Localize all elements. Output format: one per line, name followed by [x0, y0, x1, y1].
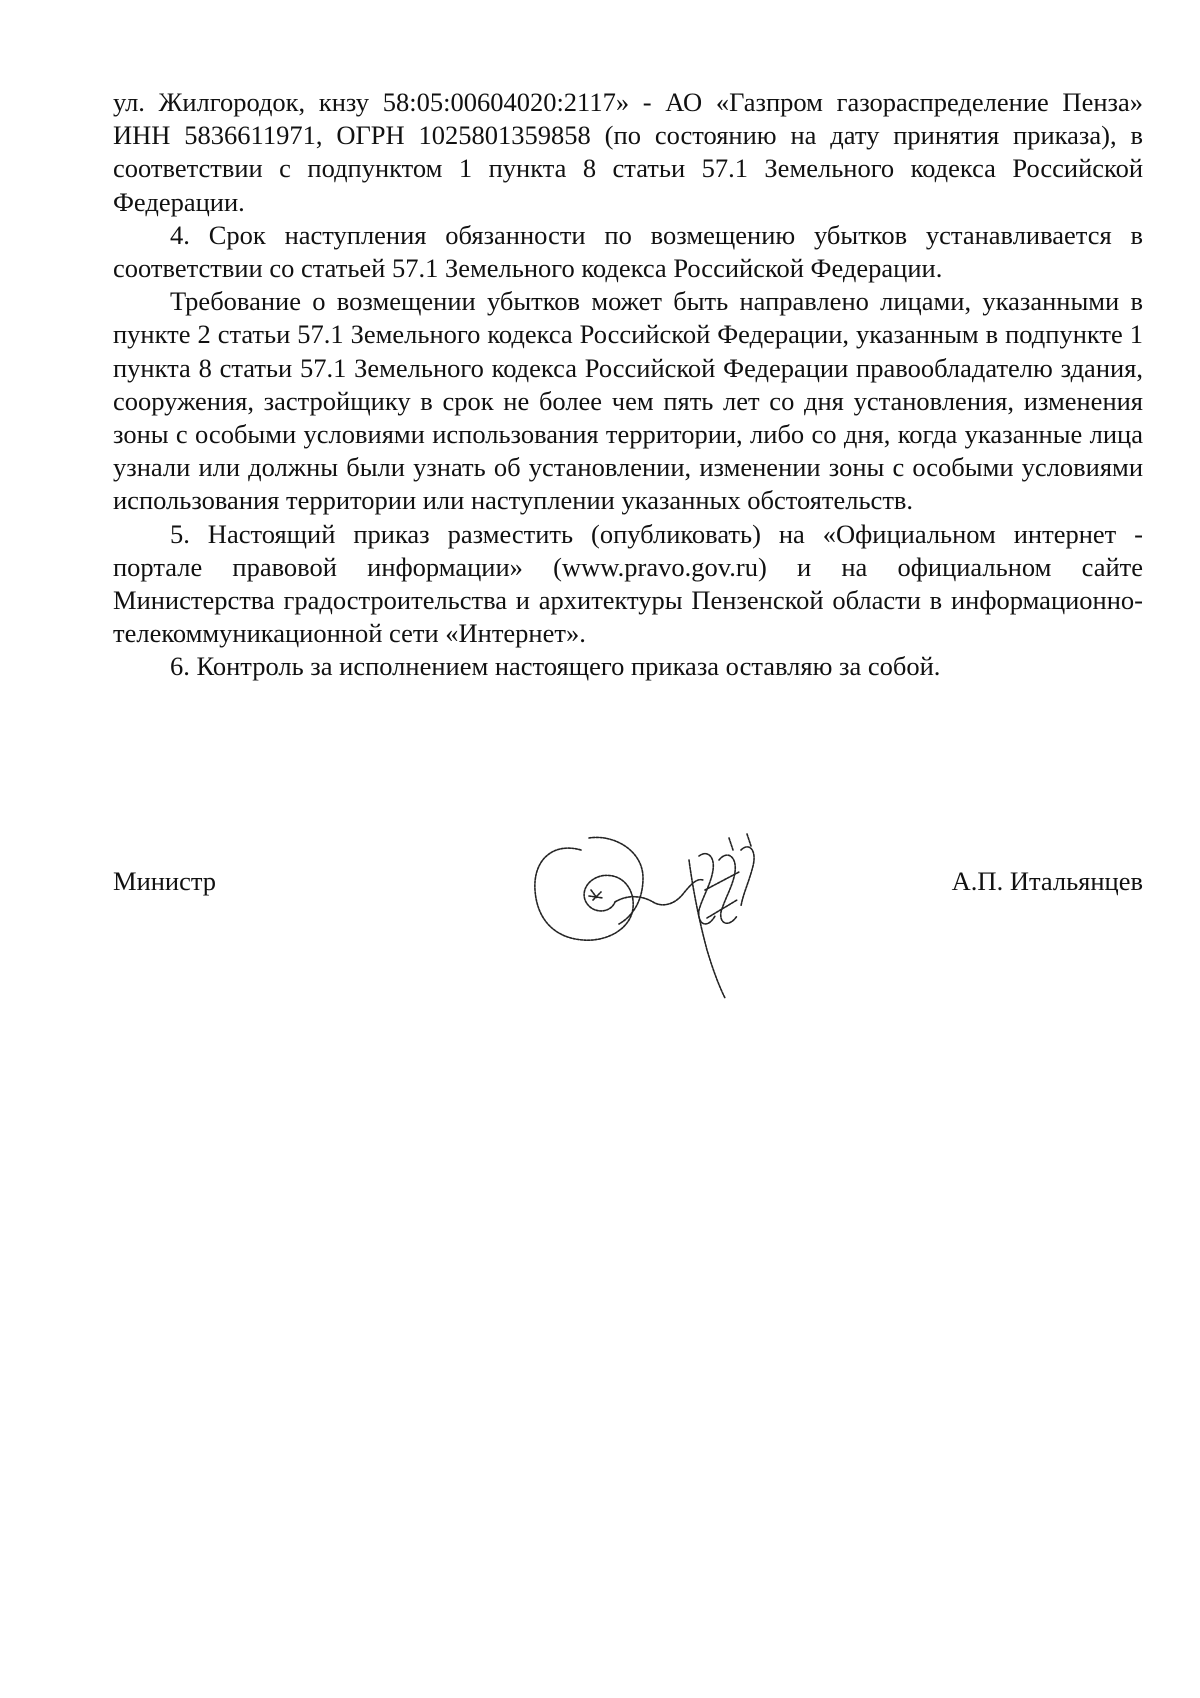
signature-block: [113, 820, 1143, 1020]
paragraph-claim-requirement: Требование о возмещении убытков может быть направлено лицами, указанными в пункте 2 статьи 57.1 Земельного кодекса Российской Федерации, указанным в подпункте 1 пункта 8 статьи 57.1 Земельного кодекса Российской Федерации правообладателю здания, сооружения, застройщику в срок не более чем пять лет со дня установления, изменения зоны с особыми условиями использования территории, либо со дня, когда указанные лица узнали или должны были узнать об установлении, изменении зоны с особыми условиями использования территории или наступлении указанных обстоятельств.: [113, 286, 1143, 516]
paragraph-item-6: 6. Контроль за исполнением настоящего приказа оставляю за собой.: [170, 651, 941, 682]
signatory-name: А.П. Итальянцев: [951, 866, 1143, 896]
handwritten-signature: [493, 820, 773, 1010]
document-body: [113, 86, 1143, 684]
paragraph-continuation: ул. Жилгородок, кнзу 58:05:00604020:2117» - АО «Газпром газораспределение Пенза» ИНН 5836611971, ОГРН 1025801359858 (по состоянию на дату принятия приказа), в соответствии с подпунктом 1 пункта 8 статьи 57.1 Земельного кодекса Российской Федерации.: [113, 87, 1143, 217]
signatory-title: Министр: [113, 866, 217, 896]
paragraph-item-5: 5. Настоящий приказ разместить (опубликовать) на «Официальном интернет - портале правовой информации» (www.pravo.gov.ru) и на официальном сайте Министерства градостроительства и архитектуры Пензенской области в информационно-телекоммуникационной сети «Интернет».: [113, 518, 1143, 649]
paragraph-item-4: 4. Срок наступления обязанности по возмещению убытков устанавливается в соответствии со статьей 57.1 Земельного кодекса Российской Федерации.: [113, 219, 1143, 284]
